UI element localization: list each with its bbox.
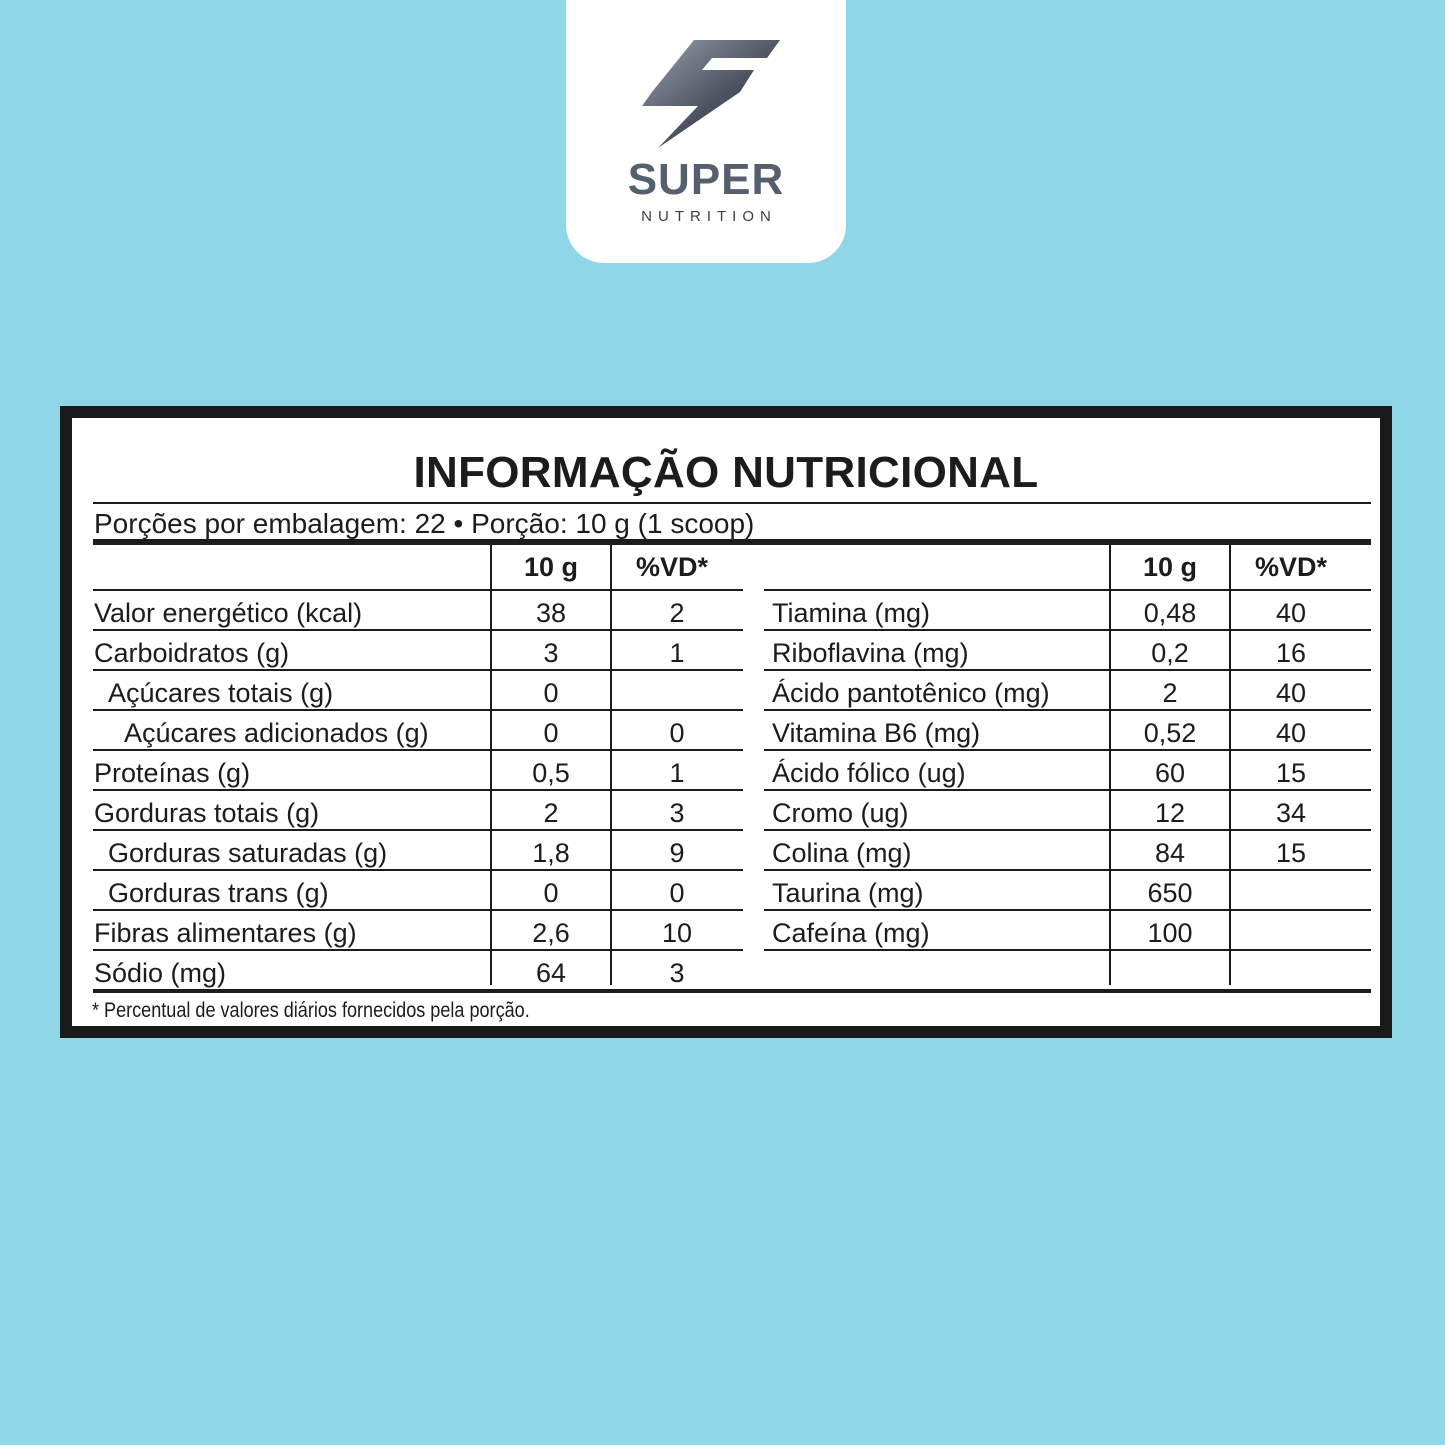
header-dv-right: %VD* [1254, 552, 1328, 582]
row-divider [764, 949, 1371, 951]
divider [93, 502, 1371, 504]
nutrient-amount: 100 [1147, 918, 1193, 948]
row-divider [93, 629, 743, 631]
row-divider [93, 709, 743, 711]
nutrient-name: Valor energético (kcal) [94, 598, 363, 628]
nutrient-name: Vitamina B6 (mg) [772, 718, 981, 748]
nutrient-amount: 0 [543, 878, 559, 908]
row-divider [764, 749, 1371, 751]
nutrient-dv: 0 [669, 878, 685, 908]
nutrient-name: Fibras alimentares (g) [94, 918, 357, 948]
row-divider [764, 829, 1371, 831]
nutrient-name: Gorduras trans (g) [108, 878, 329, 908]
row-divider [93, 909, 743, 911]
table-row [93, 793, 743, 833]
nutrient-amount: 64 [535, 958, 567, 988]
table-row [93, 833, 743, 873]
table-row [764, 913, 1371, 953]
header-dv-left: %VD* [635, 552, 709, 582]
nutrient-name: Carboidratos (g) [94, 638, 290, 668]
nutrient-amount: 38 [535, 598, 567, 628]
table-row [764, 793, 1371, 833]
row-divider [764, 589, 1371, 591]
table-row [764, 833, 1371, 873]
nutrient-amount: 1,8 [532, 838, 570, 868]
nutrient-dv [612, 673, 742, 713]
nutrient-dv: 10 [661, 918, 693, 948]
nutrient-amount: 0,5 [532, 758, 570, 788]
row-divider [93, 789, 743, 791]
brand-name: SUPER [627, 155, 785, 204]
nutrient-amount: 0,52 [1143, 718, 1197, 748]
table-row [93, 953, 743, 993]
table-row [93, 753, 743, 793]
nutrient-name: Riboflavina (mg) [772, 638, 969, 668]
nutrient-dv [1231, 953, 1351, 993]
nutrient-dv: 3 [669, 798, 685, 828]
nutrient-dv: 40 [1275, 678, 1307, 708]
table-row [93, 673, 743, 713]
nutrient-dv: 15 [1275, 758, 1307, 788]
table-row [764, 673, 1371, 713]
nutrient-name: Tiamina (mg) [772, 598, 931, 628]
table-row [93, 713, 743, 753]
nutrient-name: Proteínas (g) [94, 758, 251, 788]
nutrient-amount: 0 [543, 718, 559, 748]
row-divider [93, 949, 743, 951]
nutrient-name: Cafeína (mg) [772, 918, 930, 948]
nutrient-name: Taurina (mg) [772, 878, 924, 908]
row-divider [93, 589, 743, 591]
table-row [764, 633, 1371, 673]
row-divider [764, 789, 1371, 791]
nutrient-amount [1111, 953, 1229, 993]
nutrient-name: Sódio (mg) [94, 958, 227, 988]
table-row [764, 953, 1371, 993]
nutrient-amount: 0,48 [1143, 598, 1197, 628]
row-divider [764, 909, 1371, 911]
nutrient-name: Gorduras totais (g) [94, 798, 320, 828]
nutrient-name: Gorduras saturadas (g) [108, 838, 388, 868]
table-bottom-rule [93, 989, 1371, 993]
table-row [93, 593, 743, 633]
table-row [93, 913, 743, 953]
nutrient-amount: 0 [543, 678, 559, 708]
row-divider [764, 869, 1371, 871]
nutrient-name: Cromo (ug) [772, 798, 909, 828]
nutrient-dv: 15 [1275, 838, 1307, 868]
nutrient-name: Açúcares adicionados (g) [124, 718, 429, 748]
nutrient-amount: 60 [1154, 758, 1186, 788]
row-divider [93, 829, 743, 831]
nutrient-dv: 16 [1275, 638, 1307, 668]
row-divider [93, 669, 743, 671]
table-row [764, 753, 1371, 793]
nutrient-dv: 34 [1275, 798, 1307, 828]
label-title: INFORMAÇÃO NUTRICIONAL [413, 448, 1039, 497]
header-amount-left: 10 g [523, 552, 579, 582]
nutrition-label [60, 406, 1392, 1038]
nutrient-amount: 2,6 [532, 918, 570, 948]
nutrient-amount: 650 [1147, 878, 1193, 908]
row-divider [764, 629, 1371, 631]
nutrient-amount: 3 [543, 638, 559, 668]
row-divider [764, 669, 1371, 671]
row-divider [764, 709, 1371, 711]
footnote: * Percentual de valores diários fornecidos pela porção. [92, 999, 530, 1022]
nutrient-amount: 2 [543, 798, 559, 828]
nutrient-name: Açúcares totais (g) [108, 678, 334, 708]
nutrient-amount: 84 [1154, 838, 1186, 868]
nutrient-name: Ácido fólico (ug) [772, 758, 966, 788]
nutrient-dv [1231, 913, 1351, 953]
nutrient-amount: 0,2 [1151, 638, 1189, 668]
table-row [764, 873, 1371, 913]
nutrient-name: Colina (mg) [772, 838, 912, 868]
nutrient-name: Ácido pantotênico (mg) [772, 678, 1050, 708]
nutrient-dv: 2 [669, 598, 685, 628]
nutrient-dv: 1 [669, 758, 685, 788]
row-divider [93, 749, 743, 751]
brand-logo [566, 0, 846, 263]
serving-info: Porções por embalagem: 22 • Porção: 10 g (1 scoop) [94, 508, 755, 539]
header-amount-right: 10 g [1142, 552, 1198, 582]
table-row [93, 873, 743, 913]
row-divider [93, 869, 743, 871]
nutrient-dv [1231, 873, 1351, 913]
nutrient-dv: 1 [669, 638, 685, 668]
nutrient-dv: 9 [669, 838, 685, 868]
table-row [764, 713, 1371, 753]
nutrient-amount: 12 [1154, 798, 1186, 828]
table-row [93, 633, 743, 673]
nutrient-dv: 40 [1275, 598, 1307, 628]
nutrient-dv: 0 [669, 718, 685, 748]
nutrition-table [93, 545, 1371, 993]
brand-tagline: NUTRITION [641, 208, 777, 225]
nutrient-amount: 2 [1162, 678, 1178, 708]
lightning-s-logo-icon [636, 40, 784, 148]
nutrient-dv: 3 [669, 958, 685, 988]
table-row [764, 593, 1371, 633]
nutrient-dv: 40 [1275, 718, 1307, 748]
